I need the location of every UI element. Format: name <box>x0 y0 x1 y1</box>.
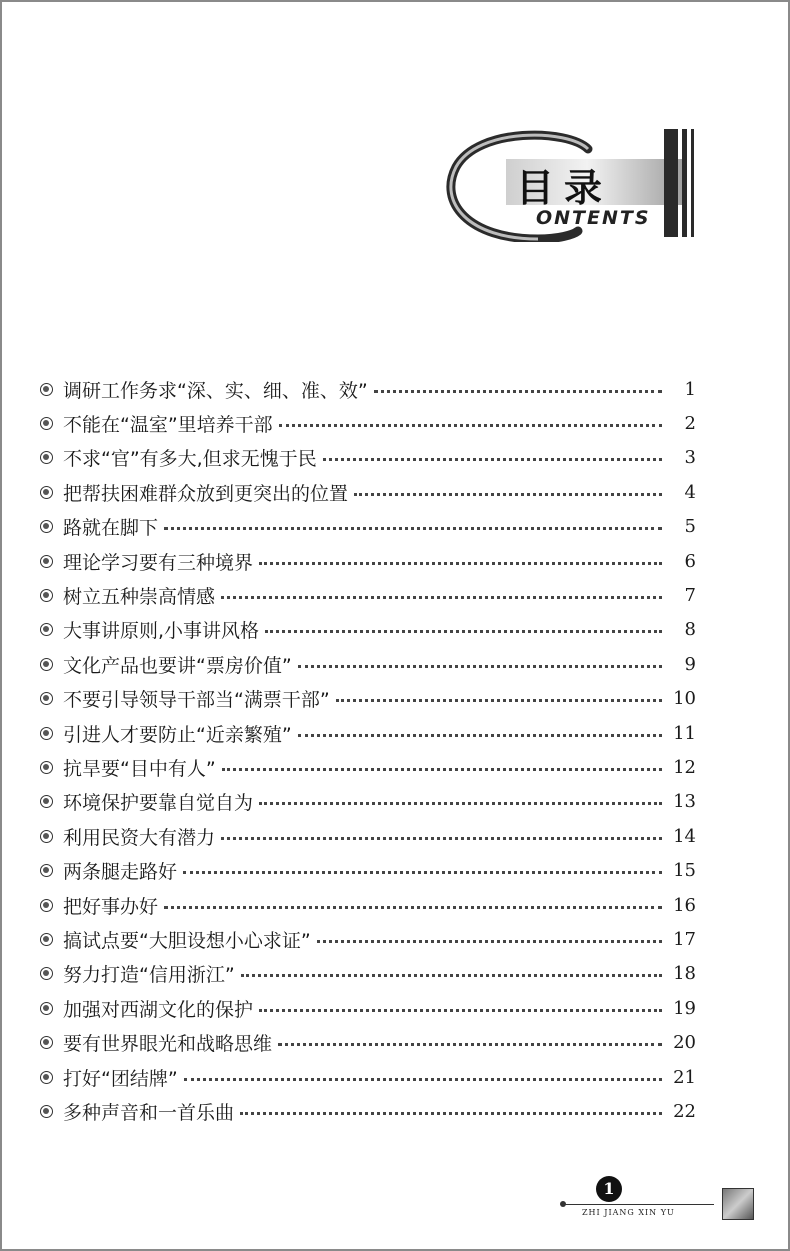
corner-ornament <box>722 1188 754 1220</box>
toc-entry-page: 5 <box>684 516 696 538</box>
bullet-icon <box>40 555 53 568</box>
dot-leader <box>183 871 662 874</box>
toc-entry[interactable] <box>40 475 696 509</box>
toc-entry-page: 8 <box>684 619 696 641</box>
dot-leader <box>184 1078 662 1081</box>
toc-entry[interactable] <box>40 922 696 956</box>
dot-leader <box>279 424 662 427</box>
toc-entry-page: 13 <box>673 791 696 813</box>
toc-entry-title: 两条腿走路好 <box>63 861 178 884</box>
contents-header <box>438 127 698 242</box>
toc-entry[interactable] <box>40 544 696 578</box>
bullet-icon <box>40 795 53 808</box>
dot-leader <box>336 699 662 702</box>
bullet-icon <box>40 1071 53 1084</box>
toc-entry-page: 17 <box>673 928 696 950</box>
bullet-icon <box>40 451 53 464</box>
dot-leader <box>221 596 662 599</box>
toc-entry[interactable] <box>40 372 696 406</box>
toc-entry-page: 3 <box>684 447 696 469</box>
toc-entry-page: 10 <box>673 688 696 710</box>
toc-entry-title: 搞试点要“大胆设想小心求证” <box>63 929 311 952</box>
toc-entry-page: 4 <box>684 481 696 503</box>
toc-entry[interactable] <box>40 682 696 716</box>
dot-leader <box>164 906 662 909</box>
decorative-bar <box>664 129 678 237</box>
toc-entry-title: 不要引导领导干部当“满票干部” <box>63 689 330 712</box>
toc-entry-page: 14 <box>673 825 696 847</box>
toc-entry[interactable] <box>40 853 696 887</box>
toc-entry-page: 18 <box>673 963 696 985</box>
dot-leader <box>317 940 662 943</box>
bullet-icon <box>40 933 53 946</box>
bullet-icon <box>40 658 53 671</box>
toc-entry-page: 12 <box>673 756 696 778</box>
toc-entry-page: 22 <box>673 1100 696 1122</box>
toc-entry-title: 理论学习要有三种境界 <box>63 551 254 574</box>
toc-entry-title: 路就在脚下 <box>63 517 159 540</box>
dot-leader <box>259 562 662 565</box>
toc-entry-title: 调研工作务求“深、实、细、准、效” <box>63 379 368 402</box>
dot-leader <box>278 1043 662 1046</box>
bullet-icon <box>40 761 53 774</box>
dot-leader <box>298 665 662 668</box>
toc-entry[interactable] <box>40 750 696 784</box>
bullet-icon <box>40 1002 53 1015</box>
toc-entry-page: 1 <box>684 378 696 400</box>
bullet-icon <box>40 1105 53 1118</box>
bullet-icon <box>40 864 53 877</box>
toc-entry-page: 6 <box>684 550 696 572</box>
bullet-icon <box>40 967 53 980</box>
toc-entry-title: 树立五种崇高情感 <box>63 586 216 609</box>
toc-entry-page: 11 <box>673 722 696 744</box>
contents-subtitle: ONTENTS <box>536 207 651 229</box>
toc-entry-title: 加强对西湖文化的保护 <box>63 998 254 1021</box>
toc-entry-page: 20 <box>673 1032 696 1054</box>
toc-entry[interactable] <box>40 510 696 544</box>
toc-entry[interactable] <box>40 819 696 853</box>
toc-entry[interactable] <box>40 578 696 612</box>
table-of-contents <box>40 372 696 1129</box>
toc-entry-title: 文化产品也要讲“票房价值” <box>63 654 292 677</box>
dot-leader <box>164 527 662 530</box>
bullet-icon <box>40 520 53 533</box>
toc-entry[interactable] <box>40 406 696 440</box>
toc-entry-title: 不能在“温室”里培养干部 <box>63 414 273 437</box>
toc-entry-title: 大事讲原则,小事讲风格 <box>63 620 260 643</box>
toc-entry[interactable] <box>40 1060 696 1094</box>
toc-entry-title: 要有世界眼光和战略思维 <box>63 1033 273 1056</box>
page-title: 目录 <box>516 166 613 210</box>
toc-entry-title: 把帮扶困难群众放到更突出的位置 <box>63 482 349 505</box>
decorative-bar <box>691 129 694 237</box>
toc-entry-page: 21 <box>673 1066 696 1088</box>
toc-entry-title: 利用民资大有潜力 <box>63 826 216 849</box>
decorative-bar <box>682 129 687 237</box>
toc-entry[interactable] <box>40 888 696 922</box>
bullet-icon <box>40 830 53 843</box>
toc-entry-title: 把好事办好 <box>63 895 159 918</box>
bullet-icon <box>40 692 53 705</box>
bullet-icon <box>40 417 53 430</box>
dot-leader <box>240 1112 662 1115</box>
toc-entry-page: 19 <box>673 997 696 1019</box>
toc-entry-page: 2 <box>684 413 696 435</box>
toc-entry-page: 9 <box>684 653 696 675</box>
toc-entry[interactable] <box>40 991 696 1025</box>
page-number: 1 <box>596 1176 622 1202</box>
toc-entry[interactable] <box>40 785 696 819</box>
bullet-icon <box>40 589 53 602</box>
dot-leader <box>265 630 662 633</box>
toc-entry[interactable] <box>40 441 696 475</box>
dot-leader <box>222 768 662 771</box>
bullet-icon <box>40 623 53 636</box>
toc-entry-title: 抗旱要“目中有人” <box>63 757 216 780</box>
dot-leader <box>241 974 662 977</box>
dot-leader <box>259 1009 662 1012</box>
toc-entry-page: 16 <box>673 894 696 916</box>
bullet-icon <box>40 486 53 499</box>
bullet-icon <box>40 727 53 740</box>
toc-entry[interactable] <box>40 1094 696 1128</box>
dot-leader <box>221 837 662 840</box>
toc-entry-title: 不求“官”有多大,但求无愧于民 <box>63 448 317 471</box>
toc-entry-title: 引进人才要防止“近亲繁殖” <box>63 723 292 746</box>
toc-entry[interactable] <box>40 647 696 681</box>
page-footer <box>556 1176 756 1226</box>
bullet-icon <box>40 383 53 396</box>
toc-entry[interactable] <box>40 1025 696 1059</box>
bullet-icon <box>40 1036 53 1049</box>
toc-entry-title: 努力打造“信用浙江” <box>63 964 235 987</box>
toc-entry-title: 多种声音和一首乐曲 <box>63 1101 235 1124</box>
toc-entry-title: 打好“团结牌” <box>63 1067 178 1090</box>
dot-leader <box>259 802 662 805</box>
dot-leader <box>323 458 662 461</box>
toc-entry-title: 环境保护要靠自觉自为 <box>63 792 254 815</box>
toc-entry[interactable] <box>40 613 696 647</box>
bullet-icon <box>40 899 53 912</box>
toc-entry[interactable] <box>40 957 696 991</box>
toc-entry[interactable] <box>40 716 696 750</box>
dot-leader <box>354 493 662 496</box>
dot-leader <box>374 390 662 393</box>
footer-rule <box>564 1204 714 1205</box>
dot-leader <box>298 734 662 737</box>
toc-entry-page: 7 <box>684 585 696 607</box>
toc-entry-page: 15 <box>673 860 696 882</box>
running-head: ZHI JIANG XIN YU <box>582 1208 675 1217</box>
